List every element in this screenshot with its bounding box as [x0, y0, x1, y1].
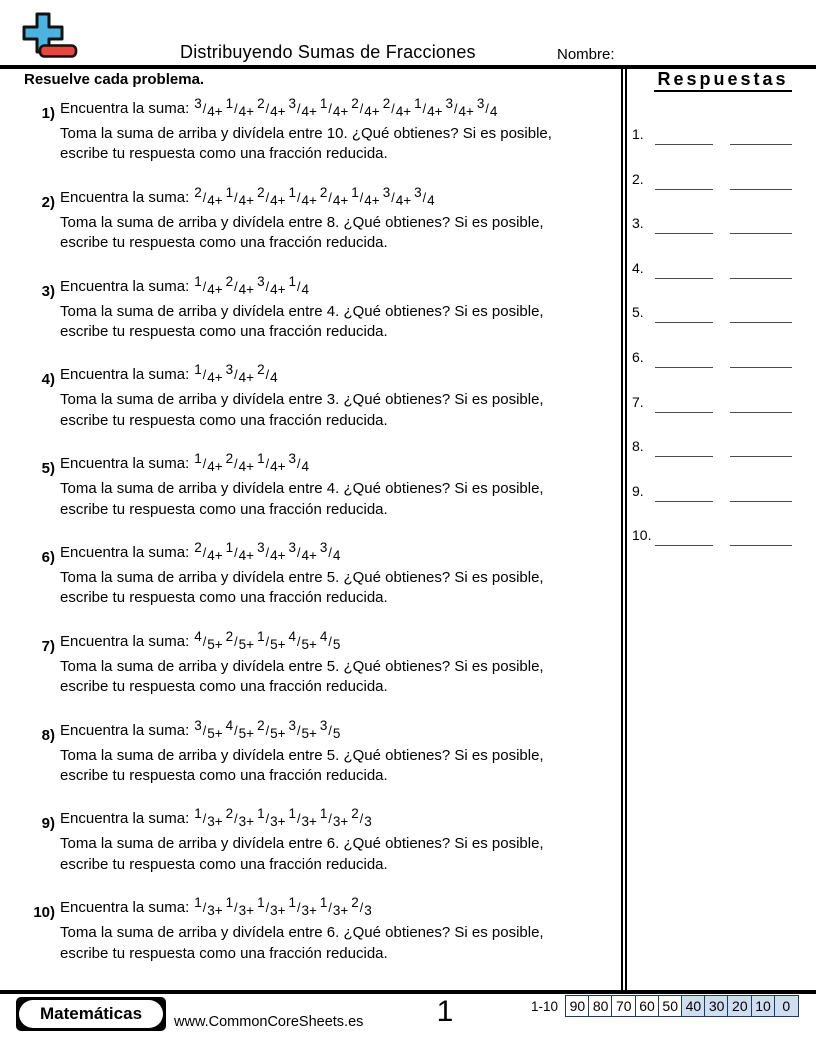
- instruction-line-1: Toma la suma de arriba y divídela entre 8. ¿Qué obtienes? Si es posible,: [60, 213, 544, 231]
- answer-blank-2[interactable]: [730, 501, 792, 502]
- fraction-sequence: [191, 96, 498, 119]
- answer-number: 8.: [632, 438, 644, 455]
- fraction: 2/3: [351, 895, 372, 919]
- answer-blank-2[interactable]: [730, 367, 792, 368]
- instruction-line-2: escribe tu respuesta como una fracción reducida.: [60, 323, 388, 340]
- sum-prompt: Encuentra la suma:: [60, 543, 190, 561]
- problem-number: 8): [41, 726, 55, 744]
- fraction: 3/4+: [288, 96, 317, 119]
- problem-row: [24, 451, 619, 543]
- fraction-sequence: [191, 717, 341, 741]
- answer-blank-2[interactable]: [730, 278, 792, 279]
- problem-number: 10): [33, 904, 55, 922]
- instruction-line-1: Toma la suma de arriba y divídela entre 10. ¿Qué obtienes? Si es posible,: [60, 125, 552, 142]
- fraction: 1/4+: [225, 96, 255, 119]
- sum-expression: [60, 806, 619, 834]
- fraction: 3/4: [414, 184, 435, 208]
- answer-blank-2[interactable]: [730, 412, 792, 413]
- fraction-sequence: [191, 895, 372, 919]
- instruction-line-1: Toma la suma de arriba y divídela entre 5. ¿Qué obtienes? Si es posible,: [60, 657, 544, 675]
- problem-row: [24, 895, 619, 987]
- fraction-sequence: [191, 806, 372, 830]
- subject-badge-label: Matemáticas: [19, 1000, 163, 1028]
- fraction-sequence: [191, 628, 341, 652]
- problem-number: 5): [41, 460, 55, 478]
- fraction: 3/4: [319, 539, 341, 563]
- score-table: [565, 995, 799, 1017]
- fraction: 1/4: [288, 273, 309, 297]
- fraction: 1/4+: [414, 96, 443, 119]
- instruction-line-1: Toma la suma de arriba y divídela entre 3. ¿Qué obtienes? Si es posible,: [60, 391, 544, 409]
- answer-blank-1[interactable]: [655, 322, 713, 323]
- fraction: 2/4+: [257, 96, 286, 119]
- instruction-line-2: escribe tu respuesta como una fracción reducida.: [60, 944, 388, 962]
- column-separator: [621, 68, 627, 991]
- score-cell: 80: [588, 995, 613, 1017]
- answer-blank-1[interactable]: [655, 233, 713, 234]
- fraction: 2/4+: [225, 451, 255, 475]
- sum-prompt: Encuentra la suma:: [60, 455, 190, 473]
- sum-expression: [60, 539, 619, 568]
- instruction-line-2: escribe tu respuesta como una fracción reducida.: [60, 234, 388, 252]
- sum-prompt: Encuentra la suma:: [60, 721, 190, 739]
- instruction-line-1: Toma la suma de arriba y divídela entre 6. ¿Qué obtienes? Si es posible,: [60, 835, 544, 853]
- sum-prompt: Encuentra la suma:: [60, 632, 190, 650]
- problem-number: 4): [41, 371, 55, 389]
- sum-prompt: Encuentra la suma:: [60, 899, 190, 917]
- fraction-sequence: [191, 184, 435, 208]
- answer-row: [630, 126, 816, 171]
- answer-blank-2[interactable]: [730, 545, 792, 546]
- answer-row: [630, 171, 816, 216]
- instruction-line-1: Toma la suma de arriba y divídela entre 5. ¿Qué obtienes? Si es posible,: [60, 568, 544, 586]
- website-link[interactable]: www.CommonCoreSheets.es: [174, 1014, 364, 1030]
- answer-number: 6.: [632, 348, 644, 365]
- problem-row: [24, 96, 619, 188]
- sum-prompt: Encuentra la suma:: [60, 277, 190, 295]
- answer-row: [630, 438, 816, 483]
- answer-number: 5.: [632, 304, 644, 321]
- answer-row: [630, 215, 816, 260]
- fraction: 3/4+: [225, 362, 255, 386]
- sum-prompt: Encuentra la suma:: [60, 188, 190, 206]
- fraction: 1/3+: [194, 806, 223, 830]
- fraction: 2/4+: [225, 273, 255, 297]
- fraction: 1/3+: [319, 895, 349, 919]
- answer-blank-1[interactable]: [655, 501, 713, 502]
- fraction-sequence: [191, 451, 309, 475]
- instruction-line-1: Toma la suma de arriba y divídela entre 4. ¿Qué obtienes? Si es posible,: [60, 302, 544, 320]
- answer-blank-1[interactable]: [655, 456, 713, 457]
- problem-number: 2): [41, 193, 55, 211]
- fraction: 3/4+: [257, 539, 286, 563]
- answer-blank-2[interactable]: [730, 144, 792, 145]
- score-cell: 0: [774, 995, 799, 1017]
- answer-row: [630, 304, 816, 349]
- minus-icon: [40, 46, 76, 57]
- answer-blank-2[interactable]: [730, 456, 792, 457]
- answer-row: [630, 260, 816, 305]
- fraction: 2/4: [257, 362, 278, 386]
- footer-rule: [0, 990, 816, 994]
- page-title: Distribuyendo Sumas de Fracciones: [180, 42, 476, 62]
- answer-blank-1[interactable]: [655, 189, 713, 190]
- fraction: 1/4+: [288, 184, 317, 208]
- answer-number: 2.: [632, 170, 644, 187]
- instruction-line-2: escribe tu respuesta como una fracción reducida.: [60, 678, 388, 696]
- fraction: 4/5: [319, 628, 341, 652]
- fraction: 2/5+: [257, 717, 286, 741]
- answers-title: Respuestas: [630, 69, 816, 90]
- answer-number: 7.: [632, 393, 644, 410]
- instruction-line-2: escribe tu respuesta como una fracción reducida.: [60, 766, 388, 784]
- problem-number: 7): [41, 637, 55, 655]
- sum-prompt: Encuentra la suma:: [60, 810, 190, 828]
- answer-number: 4.: [632, 259, 644, 276]
- fraction: 2/3+: [225, 806, 255, 830]
- name-label: Nombre:: [557, 46, 615, 63]
- fraction: 1/5+: [257, 628, 286, 652]
- answer-blank-1[interactable]: [655, 412, 713, 413]
- score-cell: 60: [635, 995, 660, 1017]
- fraction: 2/4+: [319, 184, 349, 208]
- answer-row: [630, 349, 816, 394]
- fraction: 2/4+: [382, 96, 412, 119]
- sum-expression: [60, 184, 619, 213]
- fraction: 1/3+: [288, 806, 317, 830]
- answer-blank-1[interactable]: [655, 367, 713, 368]
- instruction-line-1: Toma la suma de arriba y divídela entre 4. ¿Qué obtienes? Si es posible,: [60, 480, 544, 498]
- fraction: 3/4+: [288, 539, 317, 563]
- fraction: 2/4+: [257, 184, 286, 208]
- instruction-line-2: escribe tu respuesta como una fracción reducida.: [60, 855, 388, 873]
- sum-expression: [60, 451, 619, 479]
- fraction: 1/4+: [319, 96, 349, 119]
- answer-blank-2[interactable]: [730, 189, 792, 190]
- fraction-sequence: [191, 273, 309, 297]
- answer-blank-1[interactable]: [655, 545, 713, 546]
- fraction: 4/5+: [288, 628, 317, 652]
- fraction: 1/4+: [225, 539, 255, 563]
- sum-expression: [60, 273, 619, 302]
- answer-blank-2[interactable]: [730, 233, 792, 234]
- fraction: 1/4+: [225, 184, 255, 208]
- fraction: 3/4+: [382, 184, 412, 208]
- fraction: 1/4+: [257, 451, 286, 475]
- problem-row: [24, 362, 619, 454]
- answer-blank-1[interactable]: [655, 278, 713, 279]
- answer-row: [630, 527, 816, 572]
- problem-row: [24, 539, 619, 632]
- problem-row: [24, 717, 619, 810]
- problem-number: 1): [41, 105, 55, 122]
- directions-text: Resuelve cada problema.: [24, 71, 205, 88]
- plus-minus-logo-icon: [19, 11, 79, 61]
- instruction-line-1: Toma la suma de arriba y divídela entre 5. ¿Qué obtienes? Si es posible,: [60, 746, 544, 764]
- answer-blank-2[interactable]: [730, 322, 792, 323]
- fraction: 3/4+: [257, 273, 286, 297]
- answer-number: 9.: [632, 482, 644, 499]
- problem-number: 9): [41, 815, 55, 833]
- fraction: 2/3: [351, 806, 372, 830]
- fraction: 1/3+: [257, 806, 286, 830]
- score-cell: 20: [727, 995, 752, 1017]
- answer-number: 10.: [632, 527, 652, 544]
- page-number: 1: [436, 995, 454, 1028]
- fraction: 3/5+: [194, 717, 223, 741]
- answer-row: [630, 394, 816, 439]
- fraction: 3/4+: [194, 96, 223, 119]
- answer-blank-1[interactable]: [655, 144, 713, 145]
- sum-expression: [60, 628, 619, 657]
- sum-expression: [60, 895, 619, 923]
- sum-expression: [60, 362, 619, 390]
- fraction: 4/5+: [225, 717, 255, 741]
- sum-prompt: Encuentra la suma:: [60, 100, 190, 117]
- fraction: 3/4+: [445, 96, 474, 119]
- fraction: 1/3+: [225, 895, 255, 919]
- fraction: 1/3+: [319, 806, 349, 830]
- score-cell: 30: [704, 995, 729, 1017]
- score-cell: 70: [611, 995, 636, 1017]
- answer-list: [630, 126, 816, 572]
- score-cell: 90: [565, 995, 590, 1017]
- answer-number: 1.: [632, 126, 644, 142]
- problem-row: [24, 628, 619, 721]
- problem-row: [24, 806, 619, 898]
- problem-number: 6): [41, 548, 55, 566]
- fraction: 3/4: [288, 451, 309, 475]
- fraction: 3/5: [319, 717, 341, 741]
- score-range-label: 1-10: [531, 999, 559, 1014]
- sum-expression: [60, 717, 619, 746]
- subject-badge: [16, 997, 166, 1031]
- sum-prompt: Encuentra la suma:: [60, 366, 190, 384]
- fraction: 3/5+: [288, 717, 317, 741]
- fraction: 1/4+: [194, 273, 223, 297]
- fraction: 2/4+: [194, 539, 223, 563]
- score-cell: 50: [658, 995, 683, 1017]
- problems-list: [24, 96, 619, 987]
- sum-expression: [60, 96, 619, 124]
- fraction: 1/4+: [194, 451, 223, 475]
- instruction-line-2: escribe tu respuesta como una fracción reducida.: [60, 145, 388, 163]
- fraction: 3/4: [476, 96, 498, 119]
- problem-number: 3): [41, 282, 55, 300]
- instruction-line-2: escribe tu respuesta como una fracción reducida.: [60, 500, 388, 518]
- fraction-sequence: [191, 362, 278, 386]
- problem-row: [24, 273, 619, 366]
- fraction: 4/5+: [194, 628, 223, 652]
- fraction: 1/3+: [257, 895, 286, 919]
- score-cell: 10: [751, 995, 776, 1017]
- fraction: 1/4+: [351, 184, 380, 208]
- fraction: 1/4+: [194, 362, 223, 386]
- fraction: 2/4+: [351, 96, 380, 119]
- fraction: 2/5+: [225, 628, 255, 652]
- fraction-sequence: [191, 539, 341, 563]
- header-rule: [0, 65, 816, 69]
- fraction: 1/3+: [194, 895, 223, 919]
- answer-number: 3.: [632, 215, 644, 232]
- fraction: 1/3+: [288, 895, 317, 919]
- instruction-line-1: Toma la suma de arriba y divídela entre 6. ¿Qué obtienes? Si es posible,: [60, 924, 544, 942]
- instruction-line-2: escribe tu respuesta como una fracción reducida.: [60, 411, 388, 429]
- problem-row: [24, 184, 619, 277]
- instruction-line-2: escribe tu respuesta como una fracción reducida.: [60, 589, 388, 607]
- answer-row: [630, 483, 816, 528]
- fraction: 2/4+: [194, 184, 223, 208]
- score-cell: 40: [681, 995, 706, 1017]
